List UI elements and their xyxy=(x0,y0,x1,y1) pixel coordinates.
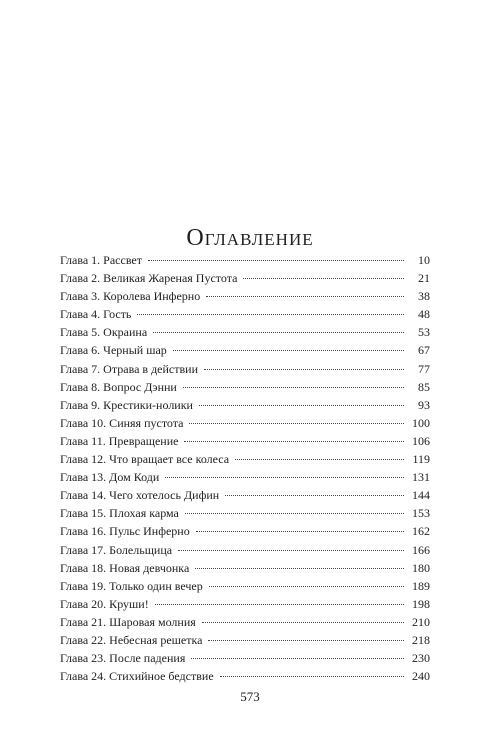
chapter-title: Глава 6. Черный шар xyxy=(60,343,167,358)
dot-leader xyxy=(173,350,404,351)
chapter-page-number: 21 xyxy=(418,271,430,286)
dot-leader xyxy=(199,405,404,406)
toc-entry xyxy=(60,631,430,649)
chapter-title: Глава 23. После падения xyxy=(60,651,186,666)
dot-leader xyxy=(155,604,404,605)
dot-leader xyxy=(196,531,404,532)
dot-leader xyxy=(184,441,404,442)
dot-leader xyxy=(235,459,404,460)
toc-entry xyxy=(60,649,430,667)
dot-leader xyxy=(153,332,404,333)
dot-leader xyxy=(178,550,404,551)
chapter-title: Глава 1. Рассвет xyxy=(60,253,143,267)
chapter-title: Глава 19. Только один вечер xyxy=(60,578,203,593)
dot-leader xyxy=(243,278,404,279)
chapter-title: Глава 3. Королева Инферно xyxy=(60,289,201,304)
chapter-title: Глава 8. Вопрос Дэнни xyxy=(60,379,177,394)
dot-leader xyxy=(165,477,404,478)
toc-entry xyxy=(60,396,430,414)
toc-entry xyxy=(60,559,430,577)
toc-entry xyxy=(60,577,430,595)
toc-entry xyxy=(60,522,430,540)
chapter-title: Глава 13. Дом Коди xyxy=(60,470,160,485)
dot-leader xyxy=(208,640,404,641)
chapter-title: Глава 15. Плохая карма xyxy=(60,506,179,521)
chapter-page-number: 144 xyxy=(412,488,430,503)
chapter-page-number: 85 xyxy=(418,379,430,394)
toc-entry xyxy=(60,613,430,631)
chapter-title: Глава 24. Стихийное бедствие xyxy=(60,669,214,684)
dot-leader xyxy=(204,369,404,370)
toc-entry xyxy=(60,468,430,486)
chapter-page-number: 93 xyxy=(418,397,430,412)
chapter-page-number: 210 xyxy=(412,614,430,629)
toc-entry xyxy=(60,667,430,685)
dot-leader xyxy=(191,658,404,659)
chapter-page-number: 131 xyxy=(412,470,430,485)
chapter-page-number: 153 xyxy=(412,506,430,521)
chapter-page-number: 100 xyxy=(412,415,430,430)
toc-entry xyxy=(60,595,430,613)
chapter-page-number: 119 xyxy=(412,452,430,467)
dot-leader xyxy=(209,586,404,587)
toc-entry xyxy=(60,287,430,305)
dot-leader xyxy=(183,387,404,388)
chapter-page-number: 67 xyxy=(418,343,430,358)
chapter-title: Глава 22. Небесная решетка xyxy=(60,632,203,647)
dot-leader xyxy=(202,622,404,623)
chapter-page-number: 53 xyxy=(418,325,430,340)
toc-entry xyxy=(60,305,430,323)
dot-leader xyxy=(220,676,404,677)
chapter-title: Глава 16. Пульс Инферно xyxy=(60,524,190,539)
chapter-title: Глава 7. Отрава в действии xyxy=(60,361,198,376)
chapter-page-number: 48 xyxy=(418,307,430,322)
dot-leader xyxy=(189,423,404,424)
chapter-title: Глава 11. Превращение xyxy=(60,433,179,448)
toc-entry xyxy=(60,378,430,396)
table-of-contents xyxy=(60,251,430,685)
chapter-title: Глава 21. Шаровая молния xyxy=(60,614,196,629)
toc-entry xyxy=(60,360,430,378)
toc-entry xyxy=(60,450,430,468)
chapter-page-number: 166 xyxy=(412,542,430,557)
toc-entry xyxy=(60,341,430,359)
dot-leader xyxy=(206,296,404,297)
dot-leader xyxy=(225,495,404,496)
toc-entry xyxy=(60,251,430,269)
chapter-page-number: 10 xyxy=(418,253,430,267)
dot-leader xyxy=(148,260,404,261)
page-title: Оглавление xyxy=(186,225,314,252)
chapter-page-number: 198 xyxy=(412,596,430,611)
chapter-title: Глава 18. Новая девчонка xyxy=(60,560,190,575)
chapter-page-number: 180 xyxy=(412,560,430,575)
chapter-title: Глава 4. Гость xyxy=(60,307,132,322)
chapter-page-number: 77 xyxy=(418,361,430,376)
chapter-title: Глава 5. Окраина xyxy=(60,325,148,340)
dot-leader xyxy=(137,314,404,315)
toc-entry xyxy=(60,541,430,559)
chapter-page-number: 162 xyxy=(412,524,430,539)
chapter-title: Глава 9. Крестики-нолики xyxy=(60,397,193,412)
chapter-title: Глава 10. Синяя пустота xyxy=(60,415,184,430)
toc-entry xyxy=(60,414,430,432)
chapter-page-number: 230 xyxy=(412,651,430,666)
chapter-page-number: 218 xyxy=(412,632,430,647)
toc-entry xyxy=(60,486,430,504)
chapter-title: Глава 20. Круши! xyxy=(60,596,149,611)
toc-entry xyxy=(60,269,430,287)
chapter-page-number: 106 xyxy=(412,433,430,448)
chapter-title: Глава 17. Болельщица xyxy=(60,542,173,557)
page-number: 573 xyxy=(240,689,260,704)
chapter-title: Глава 14. Чего хотелось Дифин xyxy=(60,488,220,503)
chapter-page-number: 189 xyxy=(412,578,430,593)
dot-leader xyxy=(185,513,404,514)
chapter-page-number: 38 xyxy=(418,289,430,304)
dot-leader xyxy=(195,568,404,569)
chapter-title: Глава 12. Что вращает все колеса xyxy=(60,452,230,467)
chapter-title: Глава 2. Великая Жареная Пустота xyxy=(60,271,238,286)
toc-entry xyxy=(60,323,430,341)
toc-entry xyxy=(60,504,430,522)
chapter-page-number: 240 xyxy=(412,669,430,684)
toc-entry xyxy=(60,432,430,450)
